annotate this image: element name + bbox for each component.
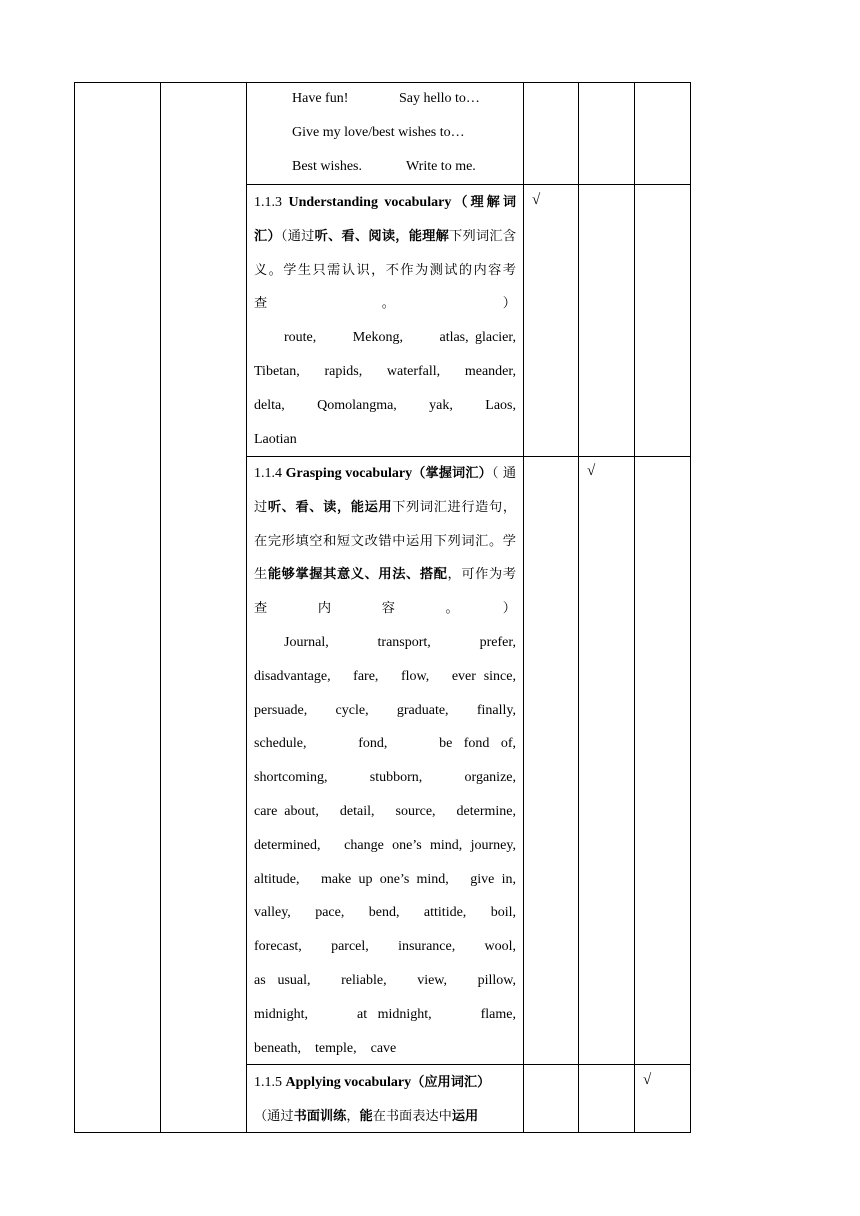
table-column-divider — [634, 82, 635, 1133]
section-114-title: Grasping vocabulary — [285, 466, 413, 481]
section-113-title-zh: （理解词汇） — [254, 195, 517, 244]
section-understanding-vocabulary — [254, 186, 516, 456]
phrase-say-hello: Say hello to… — [399, 91, 480, 106]
table-border-right — [690, 82, 691, 1133]
phrase-write-to-me: Write to me. — [406, 159, 476, 174]
check-mark: √ — [587, 463, 596, 479]
section-115-number: 1.1.5 — [254, 1075, 282, 1090]
word-line: persuade, cycle, graduate, finally, — [254, 702, 516, 718]
word-line: beneath, temple, cave — [254, 1040, 397, 1056]
word-line: as usual, reliable, view, pillow, — [254, 972, 516, 988]
check-mark: √ — [643, 1072, 652, 1088]
section-115-description: （通过书面训练，能在书面表达中运用 — [254, 1108, 479, 1124]
table-border-top — [74, 82, 691, 83]
word-line: forecast, parcel, insurance, wool, — [254, 939, 516, 955]
word-line: Tibetan, rapids, waterfall, meander, — [254, 363, 516, 379]
table-row-divider — [246, 184, 691, 185]
word-line: altitude, make up one’s mind, give in, — [254, 871, 516, 887]
phrase-best-wishes: Best wishes. — [292, 159, 362, 174]
word-line: route, Mekong, atlas, glacier, — [284, 330, 516, 346]
table-column-divider — [160, 82, 161, 1133]
table-column-divider — [523, 82, 524, 1133]
section-114-description: 1.1.4 Grasping vocabulary（掌握词汇）（ 通过听、看、读，能运用下列词汇进行造句，在完形填空和短文改错中运用下列词汇。学生能够掌握其意义、用法、搭配，可作为考查内容。） — [254, 466, 517, 617]
section-grasping-vocabulary — [254, 457, 516, 1065]
section-114-number: 1.1.4 — [254, 466, 282, 481]
table-border-left — [74, 82, 75, 1133]
phrase-give-love: Give my love/best wishes to… — [292, 125, 465, 140]
phrase-have-fun: Have fun! — [292, 91, 349, 106]
word-line: disadvantage, fare, flow, ever since, — [254, 668, 516, 684]
section-115-title-zh: （应用词汇） — [411, 1075, 491, 1090]
section-113-title: Understanding vocabulary — [288, 195, 452, 210]
word-line: delta, Qomolangma, yak, Laos, — [254, 397, 516, 413]
section-114-title-zh: （掌握词汇） — [412, 466, 492, 481]
section-115-title: Applying vocabulary — [285, 1075, 412, 1090]
word-line: valley, pace, bend, attitide, boil, — [254, 905, 516, 921]
check-mark: √ — [532, 192, 541, 208]
section-applying-vocabulary — [254, 1066, 516, 1134]
section-113-number: 1.1.3 — [254, 195, 282, 210]
word-line: schedule, fond, be fond of, — [254, 736, 516, 752]
word-line: determined, change one’s mind, journey, — [254, 837, 516, 853]
section-113-description: 1.1.3 Understanding vocabulary（理解词汇）（通过听、看、阅读，能理解下列词汇含义。学生只需认识，不作为测试的内容考查。） — [254, 195, 517, 312]
table-column-divider — [246, 82, 247, 1133]
table-column-divider — [578, 82, 579, 1133]
section-115-title-line — [254, 1066, 516, 1100]
word-line: shortcoming, stubborn, organize, — [254, 770, 516, 786]
word-line: midnight, at midnight, flame, — [254, 1006, 516, 1022]
word-line: Journal, transport, prefer, — [284, 634, 516, 650]
word-line: care about, detail, source, determine, — [254, 803, 516, 819]
word-line: Laotian — [254, 431, 297, 447]
